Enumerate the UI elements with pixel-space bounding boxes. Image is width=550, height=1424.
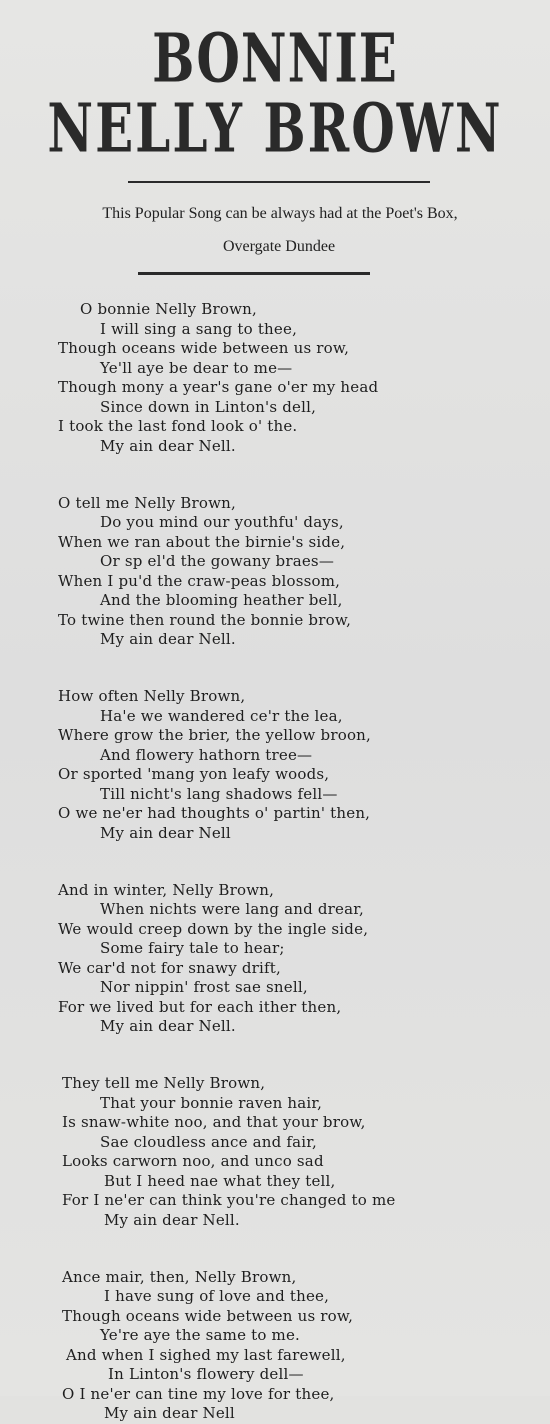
poem-line: When I pu'd the craw-peas blossom, [58,571,341,590]
poem-body [0,300,550,1424]
stanza [0,881,550,1037]
title-divider [128,181,430,183]
publisher-notice: This Popular Song can be always had at the Poet's Box, [102,205,458,222]
publisher-address: Overgate Dundee [222,238,336,255]
stanza [0,687,550,843]
stanza-gap [0,650,550,688]
poem-line: For I ne'er can think you're changed to me [62,1191,396,1209]
poem-line: They tell me Nelly Brown, [62,1074,266,1092]
stanza-gap [0,1230,550,1268]
poem-line: Ha'e we wandered ce'r the lea, [100,706,343,725]
poem-line: O I ne'er can tine my love for thee, [62,1384,335,1403]
poem-line: Nor nippin' frost sae snell, [100,978,308,996]
poem-line: That your bonnie raven hair, [100,1093,323,1112]
poem-line: My ain dear Nell. [100,1017,236,1035]
poem-line: Though mony a year's gane o'er my head [58,378,379,396]
poem-line: For we lived but for each ither then, [58,997,342,1016]
poem-line: We car'd not for snawy drift, [58,958,281,977]
poem-line: To twine then round the bonnie brow, [58,610,352,629]
poem-line: My ain dear Nell. [100,630,236,648]
title-line-2: NELLY BROWN [47,88,503,168]
poem-line: O tell me Nelly Brown, [58,493,236,512]
poem-line: And when I sighed my last farewell, [66,1345,346,1364]
poem-line: We would creep down by the ingle side, [58,919,369,938]
poem-line: Till nicht's lang shadows fell— [100,784,338,803]
stanza [0,1074,550,1230]
title-line-1: BONNIE [152,18,398,98]
poem-line: My ain dear Nell [100,823,231,842]
stanza [0,494,550,650]
poem-line: Since down in Linton's dell, [100,397,317,416]
poem-line: Looks carworn noo, and unco sad [62,1152,324,1170]
poem-line: O we ne'er had thoughts o' partin' then, [58,804,371,822]
poem-line: Ye're aye the same to me. [100,1326,301,1344]
poem-line: How often Nelly Brown, [58,687,246,705]
poem-line: My ain dear Nell. [100,436,236,455]
poem-line: My ain dear Nell. [104,1210,240,1229]
poem-line: Though oceans wide between us row, [62,1306,354,1325]
poem-line: Though oceans wide between us row, [58,339,350,357]
poem-line: When nichts were lang and drear, [100,900,364,918]
stanza-gap [0,456,550,494]
poem-line: In Linton's flowery dell— [108,1365,304,1383]
poem-line: Ye'll aye be dear to me— [100,358,293,377]
poem-line: And flowery hathorn tree— [100,745,313,764]
poem-line: Where grow the brier, the yellow broon, [58,726,372,744]
poem-line: Sae cloudless ance and fair, [100,1132,317,1151]
poem-line: Or sported 'mang yon leafy woods, [58,765,330,783]
stanza-gap [0,1037,550,1075]
poem-line: I have sung of love and thee, [104,1287,330,1305]
poem-line: Some fairy tale to hear; [100,939,285,957]
poem-line: I will sing a sang to thee, [100,319,298,338]
poem-line: Ance mair, then, Nelly Brown, [62,1267,297,1286]
stanza [0,300,550,456]
poem-line: Do you mind our youthfu' days, [100,513,344,531]
poem-line: I took the last fond look o' the. [58,417,298,435]
stanza [0,1268,550,1424]
poem-line: And the blooming heather bell, [100,591,343,609]
notice-divider [138,272,370,275]
poem-line: Or sp el'd the gowany braes— [100,552,335,570]
poem-line: When we ran about the birnie's side, [58,532,346,551]
poem-line: But I heed nae what they tell, [104,1171,336,1190]
poem-line: And in winter, Nelly Brown, [58,880,275,899]
stanza-gap [0,843,550,881]
poem-line: My ain dear Nell [104,1404,235,1422]
poem-line: O bonnie Nelly Brown, [80,300,257,318]
poem-line: Is snaw-white noo, and that your brow, [62,1113,366,1131]
